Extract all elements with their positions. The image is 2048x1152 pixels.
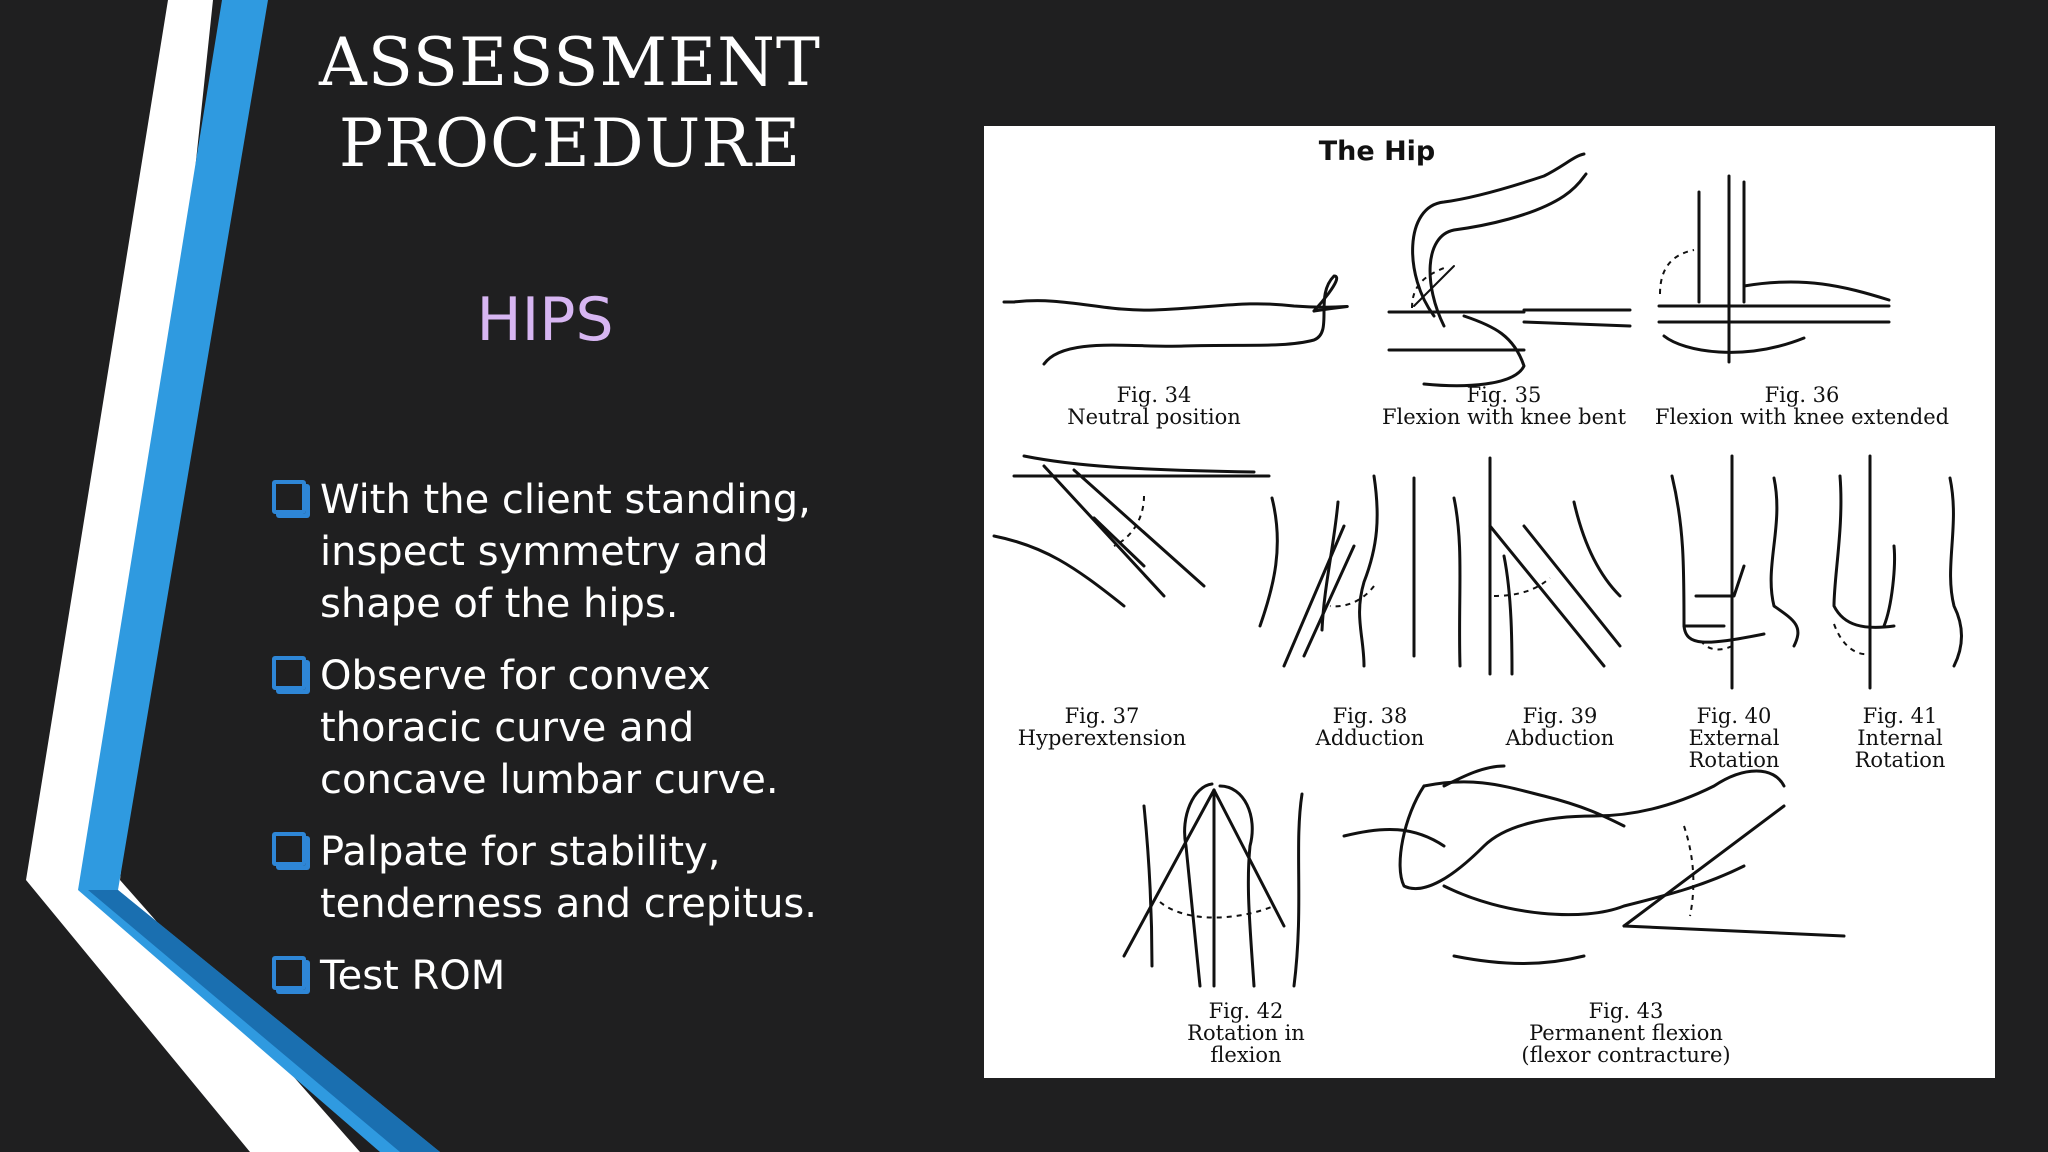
fig43-number: Fig. 43 <box>1588 999 1664 1023</box>
fig39-drawing <box>1454 458 1620 674</box>
fig41-number: Fig. 41 <box>1862 704 1938 728</box>
fig42-number: Fig. 42 <box>1208 999 1284 1023</box>
fig38-number: Fig. 38 <box>1332 704 1408 728</box>
fig41-label-1: Internal <box>1857 726 1943 750</box>
fig40-number: Fig. 40 <box>1696 704 1772 728</box>
fig35-label: Flexion with knee bent <box>1381 405 1627 429</box>
fig34-number: Fig. 34 <box>1116 383 1192 407</box>
fig37-label: Hyperextension <box>1017 726 1187 750</box>
fig43-label-1: Permanent flexion <box>1529 1021 1723 1045</box>
slide-title <box>300 22 840 184</box>
bullet-item <box>268 650 828 806</box>
slide-subtitle: HIPS <box>476 285 614 355</box>
fig36-label: Flexion with knee extended <box>1654 405 1950 429</box>
fig38-label: Adduction <box>1315 726 1425 750</box>
fig42-drawing <box>1124 784 1302 986</box>
hip-illustration <box>984 126 1995 1078</box>
bullet-list <box>268 474 828 1022</box>
bullet-text: Test ROM <box>320 953 506 999</box>
checkbox-bullet-icon <box>272 956 306 990</box>
fig39-label: Abduction <box>1505 726 1615 750</box>
fig34-drawing <box>1004 276 1347 364</box>
title-line-2: PROCEDURE <box>338 105 802 182</box>
figure-title: The Hip <box>1318 136 1436 167</box>
fig37-number: Fig. 37 <box>1064 704 1140 728</box>
fig36-drawing <box>1659 176 1889 362</box>
bullet-item <box>268 826 828 930</box>
fig40-label-2: Rotation <box>1688 748 1780 772</box>
fig42-label-1: Rotation in <box>1187 1021 1305 1045</box>
bullet-text: Observe for convex thoracic curve and concave lumbar curve. <box>320 653 779 803</box>
fig42-label-2: flexion <box>1210 1043 1282 1067</box>
bullet-item <box>268 950 828 1002</box>
bullet-text: Palpate for stability, tenderness and crepitus. <box>320 829 817 927</box>
fig35-drawing <box>1389 154 1630 386</box>
fig37-drawing <box>994 456 1269 606</box>
fig35-number: Fig. 35 <box>1466 383 1542 407</box>
checkbox-bullet-icon <box>272 656 306 690</box>
fig41-drawing <box>1834 456 1962 688</box>
fig40-drawing <box>1672 456 1798 688</box>
bullet-item <box>268 474 828 630</box>
fig40-label-1: External <box>1688 726 1780 750</box>
fig41-label-2: Rotation <box>1854 748 1946 772</box>
checkbox-bullet-icon <box>272 832 306 866</box>
checkbox-bullet-icon <box>272 480 306 514</box>
fig38-drawing <box>1260 476 1414 666</box>
fig39-number: Fig. 39 <box>1522 704 1598 728</box>
title-line-1: ASSESSMENT <box>319 24 821 101</box>
fig36-number: Fig. 36 <box>1764 383 1840 407</box>
fig43-drawing <box>1344 766 1844 964</box>
hip-figure-panel <box>984 126 1995 1078</box>
fig34-label: Neutral position <box>1067 405 1241 429</box>
bullet-text: With the client standing, inspect symmetry and shape of the hips. <box>320 477 811 627</box>
fig43-label-2: (flexor contracture) <box>1521 1043 1731 1067</box>
